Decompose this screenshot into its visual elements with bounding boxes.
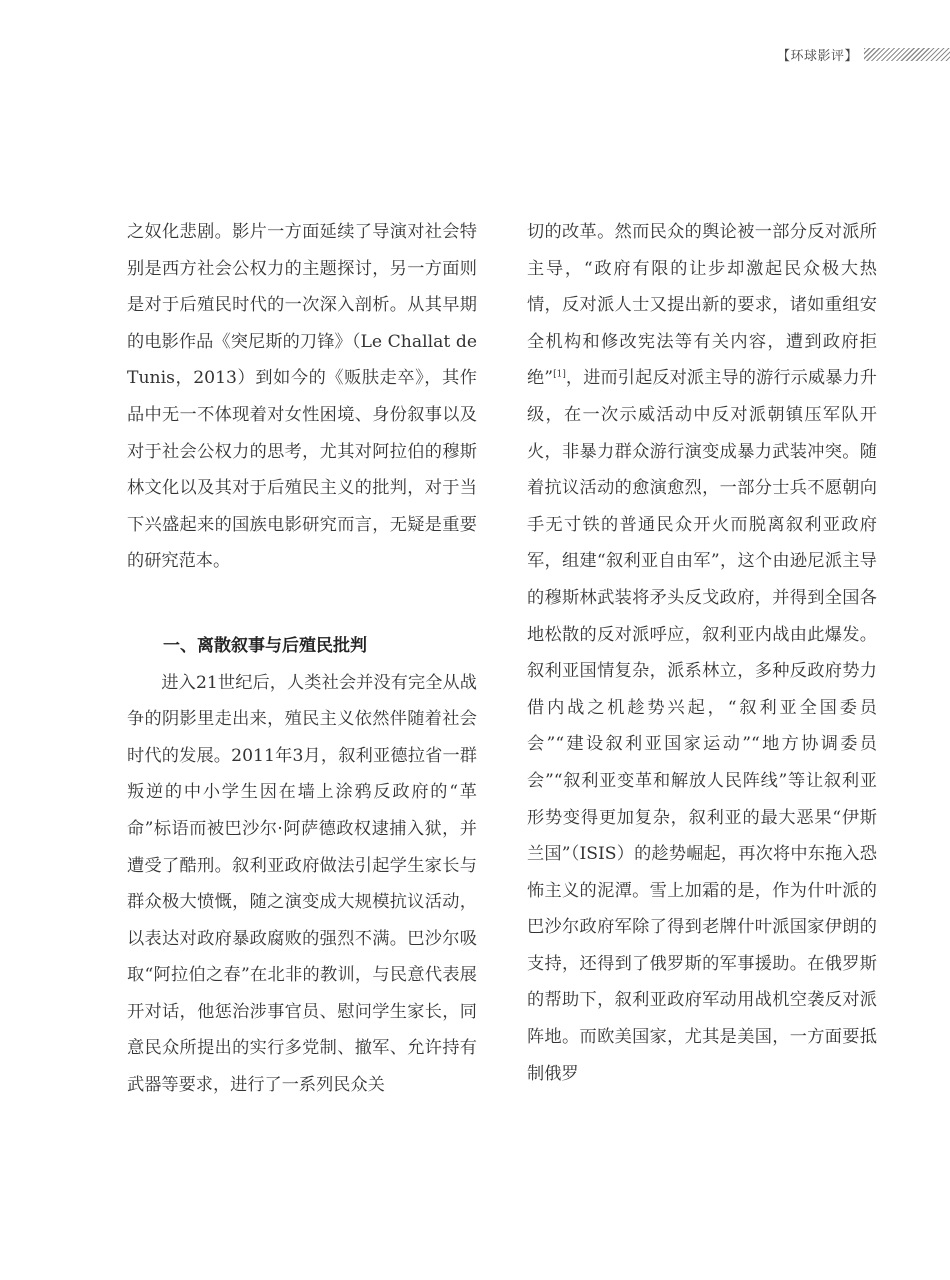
section-label: 【环球影评】 (776, 48, 858, 64)
body-paragraph: 之奴化悲剧。影片一方面延续了导演对社会特别是西方社会公权力的主题探讨，另一方面则是对于后殖民时代的一次深入剖析。从其早期的电影作品《突尼斯的刀锋》（Le Challat de Tunis，2013）到如今的《贩肤走卒》，其作品中无一不体现着对女性困境、身份叙事以及对于社会公权力的思考，尤其对阿拉伯的穆斯林文化以及其对于后殖民主义的批判，对于当下兴盛起来的国族电影研究而言，无疑是重要的研究范本。 (127, 222, 477, 572)
left-column (127, 214, 477, 1104)
section-heading: 一、离散叙事与后殖民批判 (163, 635, 367, 656)
body-text: 切的改革。然而民众的舆论被一部分反对派所主导，“政府有限的让步却激起民众极大热情，反对派人士又提出新的要求，诸如重组安全机构和修改宪法等有关内容，遭到政府拒绝” (527, 222, 877, 389)
body-paragraph: 进入21世纪后，人类社会并没有完全从战争的阴影里走出来，殖民主义依然伴随着社会时代的发展。2011年3月，叙利亚德拉省一群叛逆的中小学生因在墙上涂鸦反政府的“革命”标语而被巴沙尔·阿萨德政权逮捕入狱，并遭受了酷刑。叙利亚政府做法引起学生家长与群众极大愤慨，随之演变成大规模抗议活动，以表达对政府暴政腐败的强烈不满。巴沙尔吸取“阿拉伯之春”在北非的教训，与民意代表展开对话，他惩治涉事官员、慰问学生家长，同意民众所提出的实行多党制、撤军、允许持有武器等要求，进行了一系列民众关 (127, 672, 477, 1096)
body-text: ，进而引起反对派主导的游行示威暴力升级，在一次示威活动中反对派朝镇压军队开火，非暴力群众游行演变成暴力武装冲突。随着抗议活动的愈演愈烈，一部分士兵不愿朝向手无寸铁的普通民众开火而脱离叙利亚政府军，组建“叙利亚自由军”，这个由逊尼派主导的穆斯林武装将矛头反戈政府，并得到全国各地松散的反对派呼应，叙利亚内战由此爆发。叙利亚国情复杂，派系林立，多种反政府势力借内战之机趁势兴起，“叙利亚全国委员会”“建设叙利亚国家运动”“地方协调委员会”“叙利亚变革和解放人民阵线”等让叙利亚形势变得更加复杂，叙利亚的最大恶果“伊斯兰国”（ISIS）的趁势崛起，再次将中东拖入恐怖主义的泥潭。雪上加霜的是，作为什叶派的巴沙尔政府军除了得到老牌什叶派国家伊朗的支持，还得到了俄罗斯的军事援助。在俄罗斯的帮助下，叙利亚政府军动用战机空袭反对派阵地。而欧美国家，尤其是美国，一方面要抵制俄罗 (527, 368, 877, 1084)
running-header (777, 42, 950, 66)
body-paragraph (527, 214, 877, 1092)
header-hatch-bar (864, 48, 950, 61)
footnote-reference[interactable]: [1] (553, 369, 566, 380)
right-column (527, 214, 877, 1092)
